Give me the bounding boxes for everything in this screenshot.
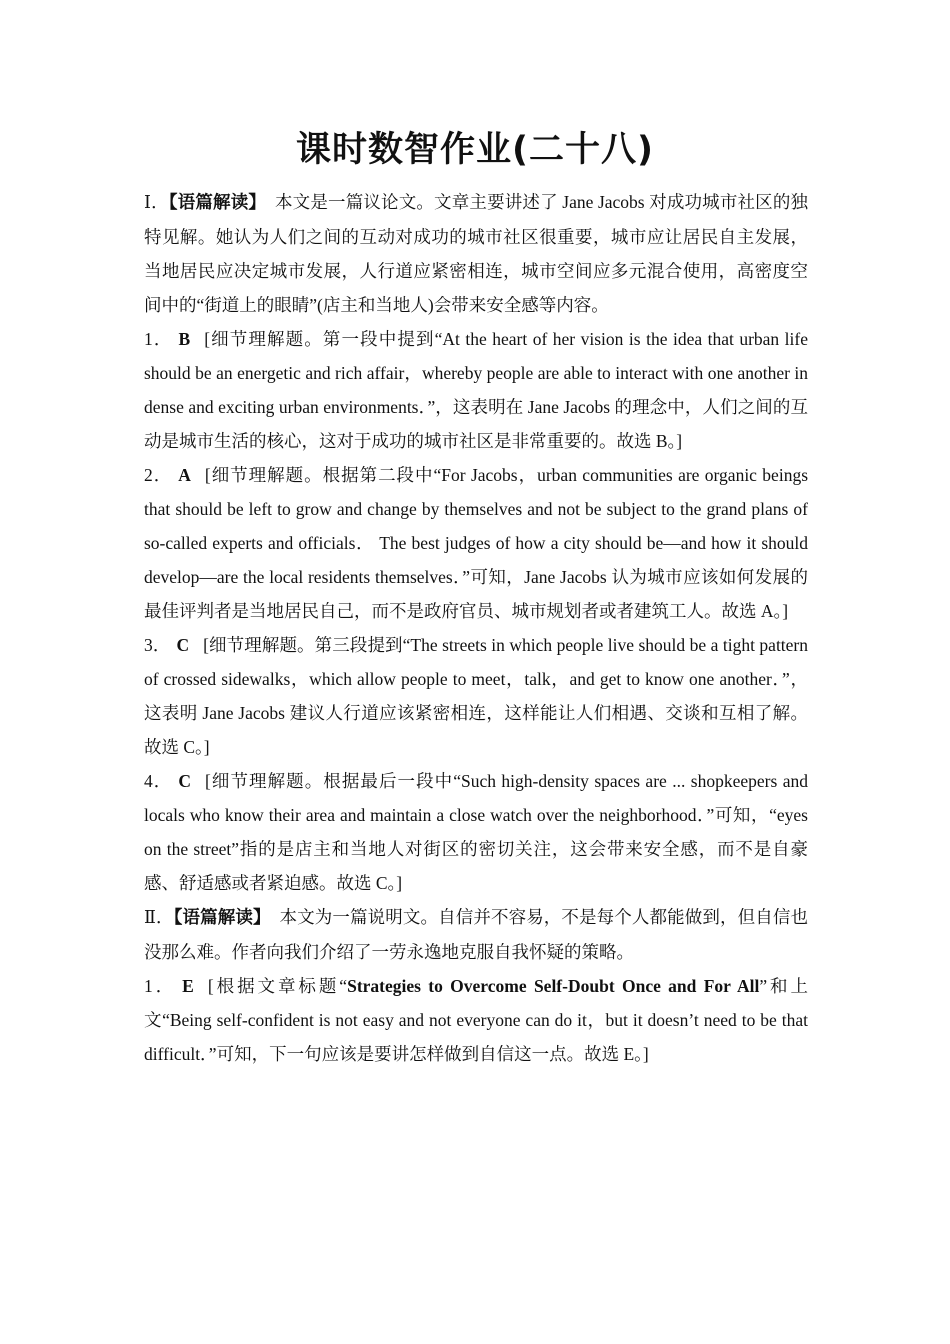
question-number: 2． bbox=[144, 465, 173, 485]
section-numeral: Ⅰ． bbox=[144, 192, 169, 212]
explanation-text-cont: ”和上文“Being self-confident is not easy and not everyone can do it，but it doesn’t need to be that difficult．”可知，下一句应该是要讲怎样做到自信这一点。故选 E。] bbox=[144, 976, 808, 1064]
answer-letter: B bbox=[178, 329, 191, 349]
explanation-text: [细节理解题。根据第二段中“For Jacobs，urban communities are organic beings that should be left to grow and change by themselves and not be subject to the grand plans of so-called experts and officials． The best judges of how a city should be—and how it should develop—are the local residents themselves．”可知，Jane Jacobs 认为城市应该如何发展的最佳评判者是当地居民自己，而不是政府官员、城市规划者或者建筑工人。故选 A。] bbox=[144, 465, 809, 621]
question-number: 4． bbox=[144, 771, 173, 791]
answer-letter: C bbox=[178, 771, 192, 791]
explanation-text: [细节理解题。第三段提到“The streets in which people live should be a tight pattern of crossed sidewalks，which allow people to meet，talk，and get to know one another．”，这表明 Jane Jacobs 建议人行道应该紧密相连，这样能让人们相遇、交谈和互相了解。故选 C。] bbox=[144, 635, 809, 757]
answer-item bbox=[144, 969, 808, 1071]
section-intro-text: 本文是一篇议论文。文章主要讲述了 Jane Jacobs 对成功城市社区的独特见解。她认为人们之间的互动对成功的城市社区很重要，城市应让居民自主发展，当地居民应决定城市发展，人行道应紧密相连，城市空间应多元混合使用，高密度空间中的“街道上的眼睛”(店主和当地人)会带来安全感等内容。 bbox=[144, 192, 809, 315]
question-number: 1． bbox=[144, 976, 177, 996]
answer-item bbox=[144, 322, 808, 458]
explanation-text: [根据文章标题“ bbox=[207, 976, 348, 996]
explanation-text: [细节理解题。根据最后一段中“Such high-density spaces are ... shopkeepers and locals who know their area and maintain a close watch over the neighborhood．”可知，“eyes on the street”指的是店主和当地人对街区的密切关注，这会带来安全感，而不是自豪感、舒适感或者紧迫感。故选 C。] bbox=[144, 771, 809, 893]
section-numeral: Ⅱ． bbox=[144, 907, 174, 927]
answer-item bbox=[144, 458, 808, 628]
section-label: 【语篇解读】 bbox=[173, 908, 262, 928]
section-label: 【语篇解读】 bbox=[168, 193, 258, 213]
answer-item bbox=[144, 628, 808, 764]
answer-letter: E bbox=[182, 976, 194, 996]
answer-letter: C bbox=[176, 635, 190, 655]
question-number: 1． bbox=[144, 329, 173, 349]
answer-item bbox=[144, 764, 808, 900]
page-title: 课时数智作业(二十八) bbox=[296, 130, 654, 170]
question-number: 3． bbox=[144, 635, 171, 655]
article-title-quote: Strategies to Overcome Self-Doubt Once and For All bbox=[347, 976, 760, 996]
document-body bbox=[144, 185, 808, 1071]
section-1-intro bbox=[144, 185, 808, 322]
section-intro-text: 本文为一篇说明文。自信并不容易，不是每个人都能做到，但自信也没那么难。作者向我们介绍了一劳永逸地克服自我怀疑的策略。 bbox=[144, 907, 809, 962]
section-2-intro bbox=[144, 900, 808, 969]
answer-letter: A bbox=[178, 465, 191, 485]
explanation-text: [细节理解题。第一段中提到“At the heart of her vision is the idea that urban life should be an energetic and rich affair，whereby people are able to interact with one another in dense and exciting urban environments．”，这表明在 Jane Jacobs 的理念中，人们之间的互动是城市生活的核心，这对于成功的城市社区是非常重要的。故选 B。] bbox=[144, 329, 808, 451]
